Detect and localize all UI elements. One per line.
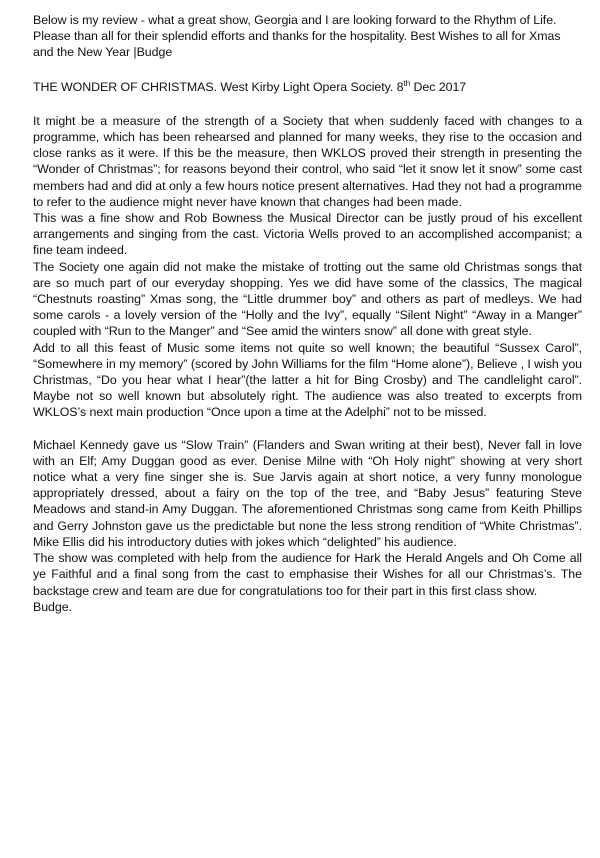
review-paragraph: It might be a measure of the strength of a Society that when suddenly faced with changes to a programme, which has been rehearsed and planned for many weeks, they rise to the occasion and close ranks as it were. If this be the measure, then WKLOS proved their strength in presenting the “Wonder of Christmas”; for reasons beyond their control, who said “let it snow let it snow” some cast members had and did at only a few hours notice present alternatives. Had they not had a programme to refer to the audience might never have known that changes had been made. [33,113,582,209]
intro-note [33,12,582,61]
review-title-date: Dec 2017 [410,79,467,94]
review-paragraph: Add to all this feast of Music some items not quite so well known; the beautiful “Sussex Carol”, “Somewhere in my memory” (scored by John Williams for the film “Home alone”), Believe , I wish you Christmas, “Do you hear what I hear”(the latter a hit for Bing Crosby) and The candlelight carol”. Maybe not so well known but absolutely right. The audience was also treated to excerpts from WKLOS’s next main production “Once upon a time at the Adelphi” not to be missed. [33,340,582,420]
review-title-ordinal: th [403,78,411,88]
review-paragraph: Michael Kennedy gave us “Slow Train” (Flanders and Swan writing at their best), Never fall in love with an Elf; Amy Duggan good as ever. Denise Milne with “Oh Holy night” showing at very short notice what a very fine singer she is. Sue Jarvis again at short notice, a very funny monologue appropriately dressed, about a fairy on the top of the tree, and “Baby Jesus” featuring Steve Meadows and stand-in Amy Duggan. The aforementioned Christmas song came from Keith Phillips and Gerry Johnston gave us the predictable but none the less strong rendition of “White Christmas”. Mike Ellis did his introductory duties with jokes which “delighted” his audience. [33,437,582,549]
review-title [33,79,582,95]
review-paragraph: The show was completed with help from the audience for Hark the Herald Angels and Oh Come all ye Faithful and a final song from the cast to emphasise their Wishes for all our Christmas’s. The backstage crew and team are due for congratulations too for their part in this first class show. [33,551,582,598]
review-signature: Budge. [33,599,72,614]
review-body [33,113,582,615]
intro-text: Below is my review - what a great show, Georgia and I are looking forward to the Rhythm of Life. Please than all for their splendid efforts and thanks for the hospitality. Best Wishes to all for Xmas and the New Year |Budge [33,13,561,60]
review-title-main: THE WONDER OF CHRISTMAS. West Kirby Light Opera Society. 8 [33,79,404,94]
review-paragraph: The Society one again did not make the mistake of trotting out the same old Christmas songs that are so much part of our everyday shopping. Yes we did have some of the classics, The magical “Chestnuts roasting” Xmas song, the “Little drummer boy” and others as part of medleys. We had some carols - a lovely version of the “Holly and the Ivy”, equally “Silent Night” “Away in a Manger” coupled with “Run to the Manger” and “See amid the winters snow” all done with great style. [33,259,582,339]
review-paragraph: This was a fine show and Rob Bowness the Musical Director can be justly proud of his excellent arrangements and singing from the cast. Victoria Wells proved to an accomplished accompanist; a fine team indeed. [33,211,582,258]
